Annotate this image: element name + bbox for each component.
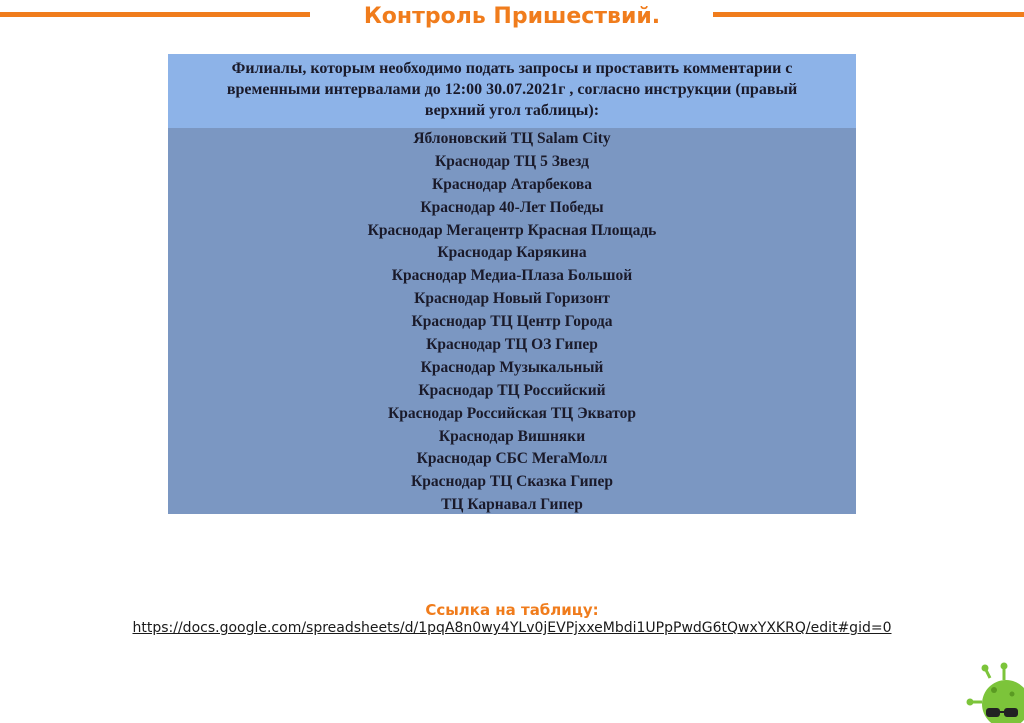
table-row: Краснодар ТЦ Российский	[418, 381, 606, 399]
table-header	[168, 54, 856, 128]
table-row: Краснодар ТЦ 5 Звезд	[435, 152, 589, 170]
table-row: Краснодар Музыкальный	[420, 358, 604, 376]
table-row: Краснодар СБС МегаМолл	[416, 450, 608, 468]
table-row: ТЦ Карнавал Гипер	[441, 496, 583, 514]
table-row: Краснодар Атарбекова	[431, 175, 593, 193]
table-header-line: верхний угол таблицы):	[424, 102, 600, 119]
table-row: Краснодар Медиа-Плаза Большой	[391, 267, 633, 285]
table-row: Краснодар ТЦ Центр Города	[411, 313, 613, 331]
table-row: Краснодар ТЦ Сказка Гипер	[411, 473, 613, 491]
table-row: Краснодар ТЦ ОЗ Гипер	[426, 336, 598, 354]
table-row: Краснодар Мегацентр Красная Площадь	[367, 221, 657, 239]
link-label: Ссылка на таблицу:	[425, 601, 599, 619]
table-header-line: временными интервалами до 12:00 30.07.2021г , согласно инструкции (правый	[226, 81, 798, 98]
table-row: Краснодар Вишняки	[438, 427, 586, 445]
branch-list	[168, 128, 856, 517]
branches-table	[168, 54, 856, 514]
table-row: Краснодар 40-Лет Победы	[420, 198, 604, 216]
table-row: Краснодар Новый Горизонт	[414, 290, 610, 308]
table-row: Краснодар Карякина	[437, 244, 587, 262]
page-title: Контроль Пришествий.	[363, 4, 661, 29]
table-header-line: Филиалы, которым необходимо подать запросы и проставить комментарии с	[231, 60, 793, 77]
table-row: Яблоновский ТЦ Salam City	[413, 130, 611, 147]
spreadsheet-link[interactable]: https://docs.google.com/spreadsheets/d/1pqA8n0wy4YLv0jEVPjxxeMbdi1UPpPwdG6tQwxYXKRQ/edit#gid=0	[132, 620, 892, 636]
table-row: Краснодар Российская ТЦ Экватор	[387, 404, 637, 422]
green-virus-mascot-icon	[964, 658, 1024, 723]
